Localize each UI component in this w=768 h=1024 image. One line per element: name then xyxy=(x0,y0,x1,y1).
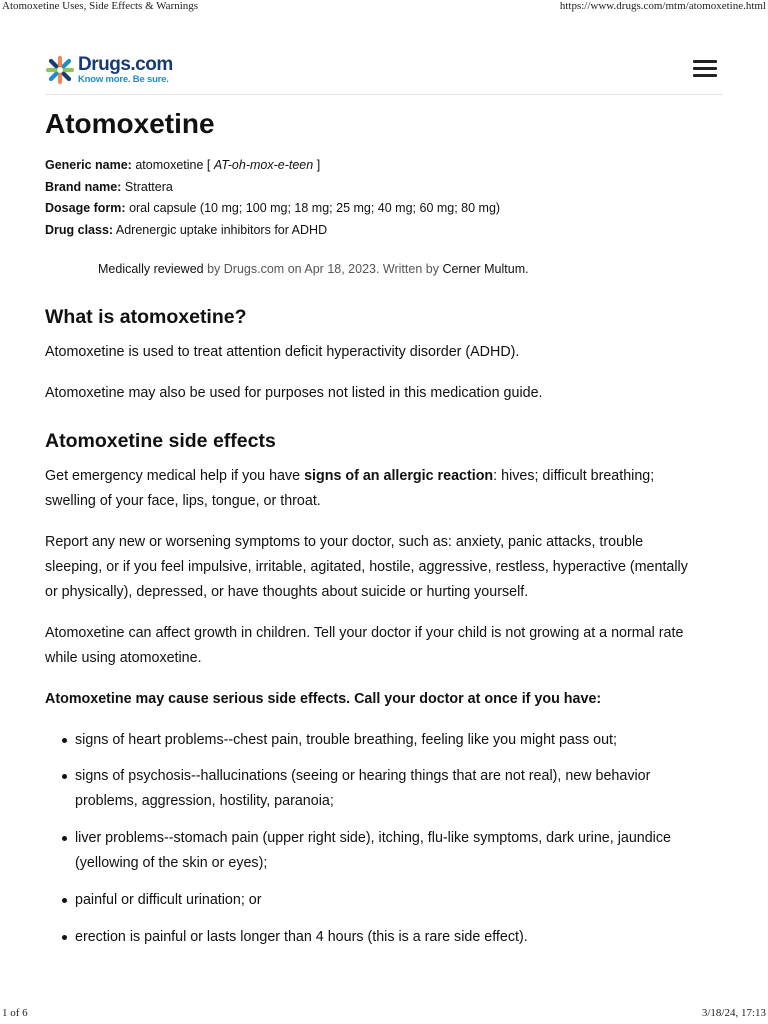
print-page-title: Atomoxetine Uses, Side Effects & Warnings xyxy=(2,0,199,12)
growth-paragraph xyxy=(45,621,725,671)
list-item-line-1: painful or difficult urination; or xyxy=(75,892,262,908)
review-date: on Apr 18, 2023. Written by xyxy=(287,262,439,276)
allergic-reaction-emphasis: signs of an allergic reaction xyxy=(304,468,494,484)
review-period: . xyxy=(525,262,529,276)
worsening-line-2: sleeping, or if you feel impulsive, irritable, agitated, hostile, aggressive, restless, hyperactive (mentally xyxy=(45,559,688,575)
allergic-text-a: Get emergency medical help if you have xyxy=(45,468,305,484)
list-item-line-1: signs of heart problems--chest pain, trouble breathing, feeling like you might pass out; xyxy=(75,732,617,748)
bullet-icon xyxy=(62,935,67,940)
list-item xyxy=(62,826,722,876)
generic-name-row xyxy=(45,155,500,177)
allergic-text-b: : hives; difficult breathing; xyxy=(493,468,655,484)
growth-line-2: while using atomoxetine. xyxy=(45,650,202,666)
list-item-line-2: (yellowing of the skin or eyes); xyxy=(75,855,268,871)
serious-side-effects-lead: Atomoxetine may cause serious side effects. Call your doctor at once if you have: xyxy=(45,691,602,707)
worsening-line-1: Report any new or worsening symptoms to your doctor, such as: anxiety, panic attacks, trouble xyxy=(45,534,644,550)
brand-name-row xyxy=(45,177,500,199)
list-item xyxy=(62,888,722,913)
allergic-reaction-paragraph xyxy=(45,464,725,514)
dosage-form-label: Dosage form: xyxy=(45,201,126,216)
bullet-icon xyxy=(62,738,67,743)
list-item-line-1: signs of psychosis--hallucinations (seeing or hearing things that are not real), new behavior xyxy=(75,768,651,784)
logo-name: Drugs.com xyxy=(78,54,173,76)
list-item xyxy=(62,925,722,950)
generic-name-close: ] xyxy=(316,158,321,172)
list-item-line-1: erection is painful or lasts longer than 4 hours (this is a rare side effect). xyxy=(75,929,528,945)
list-item-line-2: problems, aggression, hostility, paranoia; xyxy=(75,793,334,809)
what-is-heading: What is atomoxetine? xyxy=(45,306,247,328)
pronunciation: AT-oh-mox-e-teen xyxy=(213,158,314,172)
bullet-icon xyxy=(62,774,67,779)
drug-meta xyxy=(45,155,500,242)
review-by: by xyxy=(207,262,221,276)
brand-name-value[interactable]: Strattera xyxy=(124,179,173,194)
logo-tagline: Know more. Be sure. xyxy=(78,74,169,86)
dosage-form-value: oral capsule (10 mg; 100 mg; 18 mg; 25 mg; 40 mg; 60 mg; 80 mg) xyxy=(129,201,501,216)
site-logo[interactable] xyxy=(45,55,173,85)
print-page-number: 1 of 6 xyxy=(2,1007,28,1019)
site-header xyxy=(45,52,723,95)
what-is-paragraph-2: Atomoxetine may also be used for purposes not listed in this medication guide. xyxy=(45,385,543,401)
list-item xyxy=(62,764,722,814)
review-line xyxy=(98,262,529,276)
bullet-icon xyxy=(62,898,67,903)
brand-name-label: Brand name: xyxy=(45,179,122,194)
drug-class-value[interactable]: Adrenergic uptake inhibitors for ADHD xyxy=(115,223,328,238)
print-footer xyxy=(0,1004,768,1024)
drug-class-label: Drug class: xyxy=(45,223,114,238)
print-datetime: 3/18/24, 17:13 xyxy=(701,1007,766,1019)
list-item xyxy=(62,728,722,753)
generic-name-value: atomoxetine [ xyxy=(135,158,211,172)
print-header xyxy=(0,0,768,14)
drug-class-row xyxy=(45,220,500,242)
side-effects-heading: Atomoxetine side effects xyxy=(45,430,276,452)
author-link[interactable]: Cerner Multum xyxy=(442,262,526,276)
reviewer-link[interactable]: Drugs.com xyxy=(223,262,285,276)
drugs-com-logo-icon xyxy=(45,55,75,85)
bullet-icon xyxy=(62,836,67,841)
worsening-line-3: or physically), depressed, or have thoughts about suicide or hurting yourself. xyxy=(45,584,529,600)
generic-name-label: Generic name: xyxy=(45,158,132,172)
print-page-url[interactable]: https://www.drugs.com/mtm/atomoxetine.html xyxy=(559,0,766,12)
medically-reviewed-link[interactable]: Medically reviewed xyxy=(98,262,204,276)
worsening-symptoms-paragraph xyxy=(45,530,725,605)
page-title: Atomoxetine xyxy=(45,108,215,139)
list-item-line-1: liver problems--stomach pain (upper right side), itching, flu-like symptoms, dark urine, jaundice xyxy=(75,830,671,846)
hamburger-menu-icon[interactable] xyxy=(693,60,717,80)
allergic-text-c: swelling of your face, lips, tongue, or throat. xyxy=(45,493,321,509)
dosage-form-row xyxy=(45,198,500,220)
growth-line-1: Atomoxetine can affect growth in children. Tell your doctor if your child is not growing at a normal rate xyxy=(45,625,684,641)
what-is-paragraph-1: Atomoxetine is used to treat attention deficit hyperactivity disorder (ADHD). xyxy=(45,344,520,360)
